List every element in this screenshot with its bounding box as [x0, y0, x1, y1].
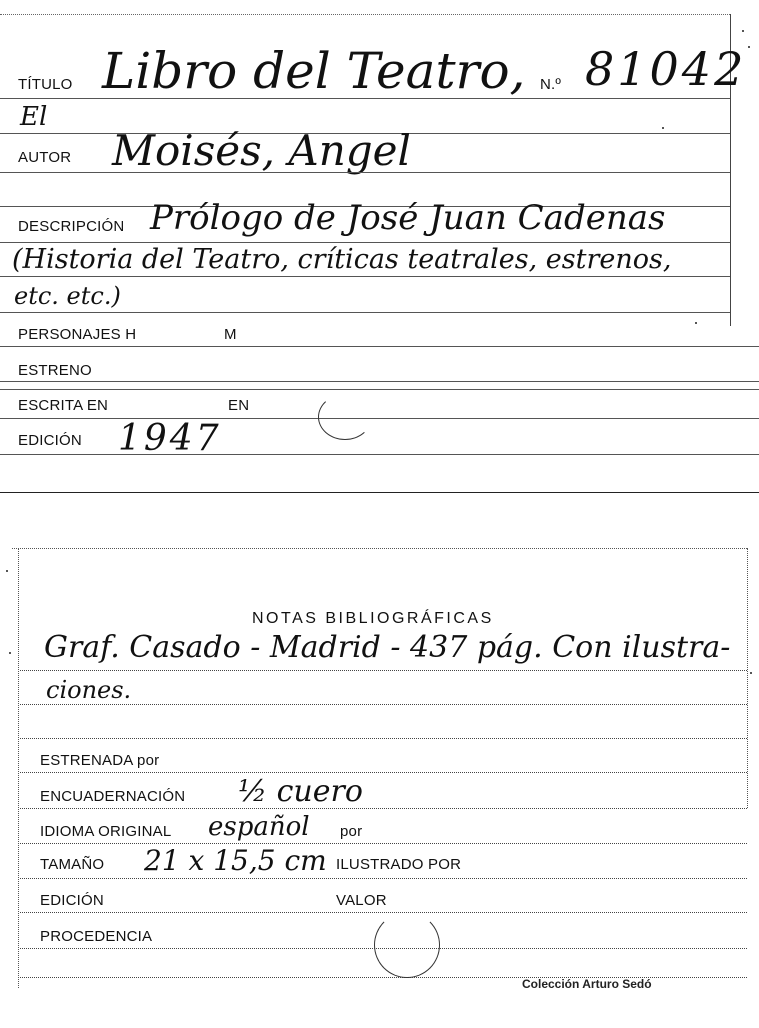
titulo-value: Libro del Teatro, — [102, 42, 526, 100]
card-left-edge — [18, 548, 19, 988]
titulo-label: TÍTULO — [18, 76, 73, 93]
edicion-label: EDICIÓN — [18, 432, 82, 449]
speck — [750, 672, 752, 674]
punch-hole-mark — [374, 912, 440, 978]
tamano-label: TAMAÑO — [40, 856, 105, 873]
escrita-label: ESCRITA EN — [18, 397, 109, 414]
card-top-edge — [0, 14, 730, 15]
notas-rule-3 — [20, 738, 747, 739]
autor-rule — [0, 172, 730, 173]
estreno-rule — [0, 381, 759, 382]
idioma-por-label: por — [340, 823, 363, 840]
notas-rule-1 — [20, 670, 747, 671]
collection-footer: Colección Arturo Sedó — [522, 977, 652, 991]
edicion-back-rule — [20, 912, 747, 913]
notas-bibliograficas-title: NOTAS BIBLIOGRÁFICAS — [252, 610, 494, 627]
estrenada-rule — [20, 772, 747, 773]
encuadernacion-value: ½ cuero — [238, 774, 363, 809]
descripcion-rule-2 — [0, 276, 730, 277]
ilustrado-label: ILUSTRADO POR — [336, 856, 462, 873]
catalog-card-back — [0, 540, 759, 1028]
speck — [748, 46, 750, 48]
autor-value: Moisés, Angel — [112, 126, 411, 175]
idioma-value: español — [208, 812, 310, 842]
speck — [9, 652, 11, 654]
notas-line-2: ciones. — [46, 676, 132, 704]
encuadernacion-rule — [20, 808, 747, 809]
notas-rule-2 — [20, 704, 747, 705]
escrita-rule — [0, 418, 759, 419]
titulo-cont-value: El — [20, 102, 48, 132]
idioma-label: IDIOMA ORIGINAL — [40, 823, 172, 840]
tamano-value: 21 x 15,5 cm — [144, 844, 327, 877]
catalog-card-front — [0, 0, 759, 493]
autor-label: AUTOR — [18, 149, 72, 166]
tamano-rule — [20, 878, 747, 879]
descripcion-rule-3 — [0, 312, 730, 313]
titulo-rule — [0, 98, 730, 99]
edicion-back-label: EDICIÓN — [40, 892, 104, 909]
speck — [742, 30, 744, 32]
personajes-rule — [0, 346, 759, 347]
encuadernacion-label: ENCUADERNACIÓN — [40, 788, 186, 805]
procedencia-label: PROCEDENCIA — [40, 928, 153, 945]
escrita-en-label: EN — [228, 397, 250, 414]
descripcion-line-1: Prólogo de José Juan Cadenas — [150, 198, 666, 238]
numero-label: N.º — [540, 76, 562, 93]
numero-value: 81042 — [585, 42, 747, 96]
descripcion-line-2: (Historia del Teatro, críticas teatrales, estrenos, — [12, 244, 672, 275]
punch-hole-mark — [318, 394, 372, 440]
card-right-edge — [747, 548, 748, 808]
descripcion-line-3: etc. etc.) — [14, 282, 121, 310]
card-top-edge — [12, 548, 747, 549]
speck — [695, 322, 697, 324]
speck — [6, 570, 8, 572]
estrenada-label: ESTRENADA por — [40, 752, 160, 769]
estreno-label: ESTRENO — [18, 362, 92, 379]
personajes-h-label: PERSONAJES H — [18, 326, 137, 343]
speck — [662, 127, 664, 129]
edicion-value: 1947 — [118, 418, 222, 459]
edicion-rule — [0, 454, 759, 455]
descripcion-label: DESCRIPCIÓN — [18, 218, 125, 235]
descripcion-rule-1 — [0, 242, 730, 243]
personajes-m-label: M — [224, 326, 237, 343]
idioma-rule — [20, 843, 747, 844]
notas-line-1: Graf. Casado - Madrid - 437 pág. Con ilustra- — [44, 630, 731, 665]
valor-label: VALOR — [336, 892, 387, 909]
estreno-rule-2 — [0, 389, 759, 390]
